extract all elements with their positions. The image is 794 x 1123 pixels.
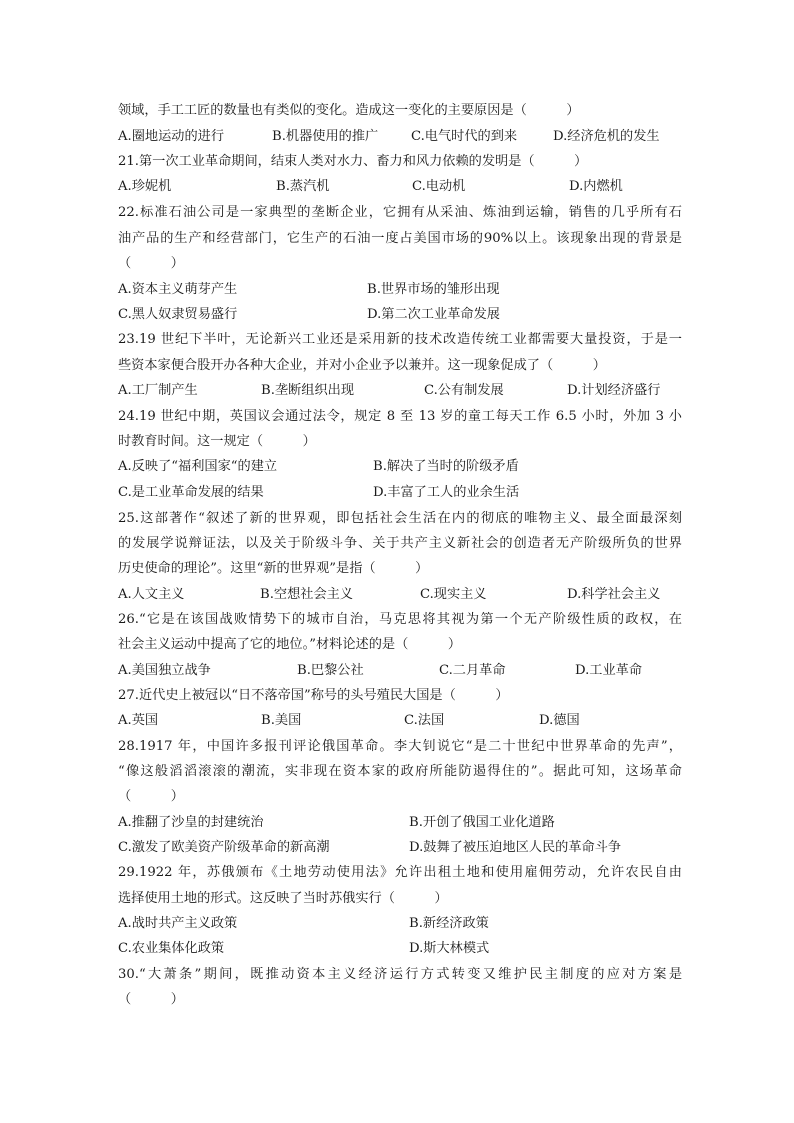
answer-bracket: （ ） — [118, 256, 184, 271]
option-a: A.美国独立战争 — [118, 663, 211, 678]
text-line: 社会主义运动中提高了它的地位。”材料论述的是（ ） — [118, 637, 462, 652]
option-b: B.美国 — [261, 713, 302, 728]
option-d: D.经济危机的发生 — [553, 129, 660, 144]
option-a: A.工厂制产生 — [118, 383, 198, 398]
option-d: D.计划经济盛行 — [567, 383, 661, 398]
question-21: 21.第一次工业革命期间，结束人类对水力、畜力和风力依赖的发明是（ ） — [118, 154, 588, 169]
option-a: A.英国 — [118, 713, 159, 728]
option-b: B.空想社会主义 — [260, 587, 354, 602]
option-c: C.是工业革命发展的结果 — [118, 485, 264, 500]
option-b: B.新经济政策 — [409, 916, 489, 931]
text-line: 选择使用土地的形式。这反映了当时苏俄实行（ ） — [118, 891, 448, 906]
option-b: B.蒸汽机 — [276, 179, 330, 194]
question-23: 23.19 世纪下半叶，无论新兴工业还是采用新的技术改造传统工业都需要大量投资，于是一 — [118, 332, 682, 347]
option-d: D.内燃机 — [569, 179, 623, 194]
option-d: D.第二次工业革命发展 — [367, 307, 500, 322]
option-b: B.机器使用的推广 — [272, 129, 379, 144]
option-a: A.人文主义 — [118, 587, 185, 602]
option-a: A.资本主义萌芽产生 — [118, 282, 238, 297]
question-28: 28.1917 年，中国许多报刊评论俄国革命。李大钊说它“是二十世纪中世界革命的先声”， — [118, 739, 682, 754]
question-27: 27.近代史上被冠以“日不落帝国”称号的头号殖民大国是（ ） — [118, 688, 509, 703]
option-b: B.开创了俄国工业化道路 — [409, 815, 555, 830]
option-a: A.圈地运动的进行 — [118, 129, 225, 144]
option-c: C.现实主义 — [420, 587, 487, 602]
option-c: C.二月革命 — [439, 663, 506, 678]
text-line: 的发展学说辩证法，以及关于阶级斗争、关于共产主义新社会的创造者无产阶级所负的世界 — [118, 536, 682, 551]
text-line: “像这般滔滔滚滚的潮流，实非现在资本家的政府所能防遏得住的”。据此可知，这场革命 — [118, 764, 682, 779]
question-26: 26.“它是在该国战败情势下的城市自治，马克思将其视为第一个无产阶级性质的政权，在 — [118, 612, 682, 627]
option-d: D.科学社会主义 — [567, 587, 661, 602]
option-d: D.工业革命 — [575, 663, 643, 678]
option-d: D.鼓舞了被压迫地区人民的革命斗争 — [409, 840, 622, 855]
answer-bracket: （ ） — [118, 789, 184, 804]
question-29: 29.1922 年，苏俄颁布《土地劳动使用法》允许出租土地和使用雇佣劳动，允许农民自由 — [118, 865, 682, 880]
question-30: 30.“大萧条”期间，既推动资本主义经济运行方式转变又维护民主制度的应对方案是 — [118, 967, 682, 982]
text-line: 领域，手工工匠的数量也有类似的变化。造成这一变化的主要原因是（ ） — [118, 103, 580, 118]
option-c: C.电气时代的到来 — [411, 129, 518, 144]
answer-bracket: （ ） — [118, 992, 184, 1007]
option-d: D.丰富了工人的业余生活 — [373, 485, 520, 500]
option-c: C.黑人奴隶贸易盛行 — [118, 307, 238, 322]
text-line: 油产品的生产和经营部门，它生产的石油一度占美国市场的90%以上。该现象出现的背景是 — [118, 231, 682, 246]
option-c: C.法国 — [404, 713, 445, 728]
option-b: B.垄断组织出现 — [261, 383, 355, 398]
option-a: A.推翻了沙皇的封建统治 — [118, 815, 264, 830]
question-22: 22.标准石油公司是一家典型的垄断企业，它拥有从采油、炼油到运输，销售的几乎所有石 — [118, 205, 682, 220]
option-b: B.巴黎公社 — [297, 663, 364, 678]
option-a: A.珍妮机 — [118, 179, 172, 194]
text-line: 时教育时间。这一规定（ ） — [118, 434, 316, 449]
option-c: C.电动机 — [412, 179, 466, 194]
option-c: C.农业集体化政策 — [118, 941, 225, 956]
option-a: A.战时共产主义政策 — [118, 916, 238, 931]
option-c: C.公有制发展 — [424, 383, 504, 398]
option-b: B.解决了当时的阶级矛盾 — [373, 459, 519, 474]
option-d: D.斯大林模式 — [409, 941, 490, 956]
text-line: 历史使命的理论”。这里“新的世界观”是指（ ） — [118, 561, 429, 576]
question-25: 25.这部著作“叙述了新的世界观，即包括社会生活在内的彻底的唯物主义、最全面最深刻 — [118, 511, 682, 526]
option-c: C.激发了欧美资产阶级革命的新高潮 — [118, 840, 330, 855]
option-b: B.世界市场的雏形出现 — [367, 282, 500, 297]
option-a: A.反映了“福利国家“的建立 — [118, 459, 278, 474]
text-line: 些资本家便合股开办各种大企业，并对小企业予以兼并。这一现象促成了（ ） — [118, 358, 606, 373]
option-d: D.德国 — [539, 713, 580, 728]
question-24: 24.19 世纪中期，英国议会通过法令，规定 8 至 13 岁的童工每天工作 6.5 小时，外加 3 小 — [118, 409, 682, 424]
